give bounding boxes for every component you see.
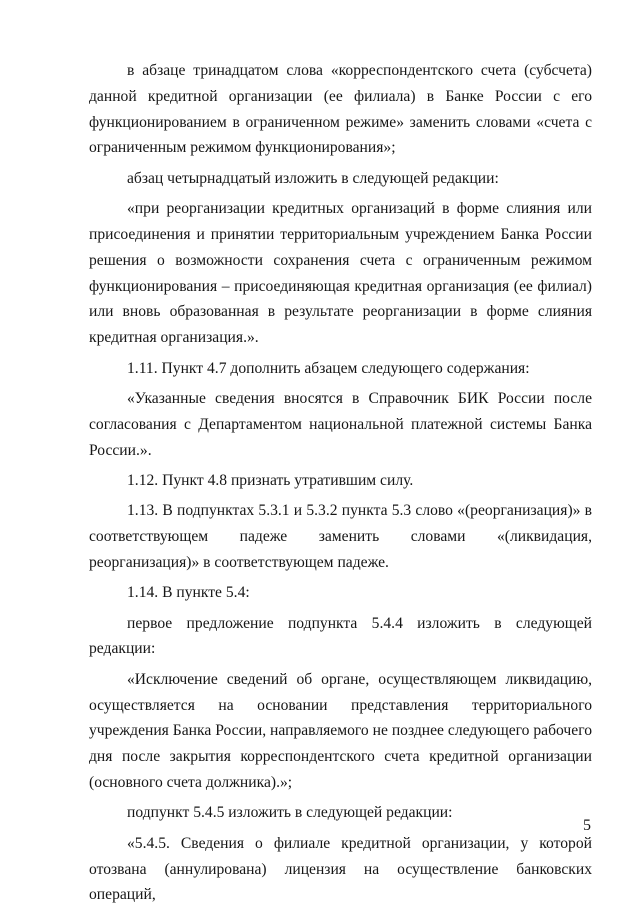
paragraph-3: «при реорганизации кредитных организаций в форме слияния или присоединения и принятии территориальным учреждением Банка России решения о возможности сохранения счета с ограниченным режимом функционирования – присоединяющая кредитная организация (ее филиал) или вновь образованная в результате реорганизации в форме слияния кредитная организация.». xyxy=(89,200,592,347)
paragraph-2: абзац четырнадцатый изложить в следующей редакции: xyxy=(127,169,499,187)
paragraph-11: подпункт 5.4.5 изложить в следующей редакции: xyxy=(127,804,453,822)
page-number: 5 xyxy=(583,817,591,834)
paragraph-10: «Исключение сведений об органе, осуществляющем ликвидацию, осуществляется на основании представления территориального учреждения Банка России, направляемого не позднее следующего рабочего дня после закрытия корреспондентского счета кредитной организации (основного счета должника).»; xyxy=(89,670,592,792)
paragraph-6: 1.12. Пункт 4.8 признать утратившим силу. xyxy=(127,471,414,489)
paragraph-1: в абзаце тринадцатом слова «корреспондентского счета (субсчета) данной кредитной организации (ее филиала) в Банке России с его функционированием в ограниченном режиме» заменить словами «счета с ограниченным режимом функционирования»; xyxy=(89,62,592,157)
paragraph-12: «5.4.5. Сведения о филиале кредитной организации, у которой отозвана (аннулирована) лицензия на осуществление банковских операций, xyxy=(89,834,592,904)
paragraph-8: 1.14. В пункте 5.4: xyxy=(127,584,250,602)
paragraph-7: 1.13. В подпунктах 5.3.1 и 5.3.2 пункта 5.3 слово «(реорганизация)» в соответствующем падеже заменить словами «(ликвидация, реорганизация)» в соответствующем падеже. xyxy=(89,502,592,571)
paragraph-4: 1.11. Пункт 4.7 дополнить абзацем следующего содержания: xyxy=(127,359,530,377)
paragraph-5: «Указанные сведения вносятся в Справочник БИК России после согласования с Департаментом национальной платежной системы Банка России.». xyxy=(89,389,592,459)
paragraph-9: первое предложение подпункта 5.4.4 изложить в следующей редакции: xyxy=(89,614,592,658)
document-body xyxy=(89,58,592,913)
